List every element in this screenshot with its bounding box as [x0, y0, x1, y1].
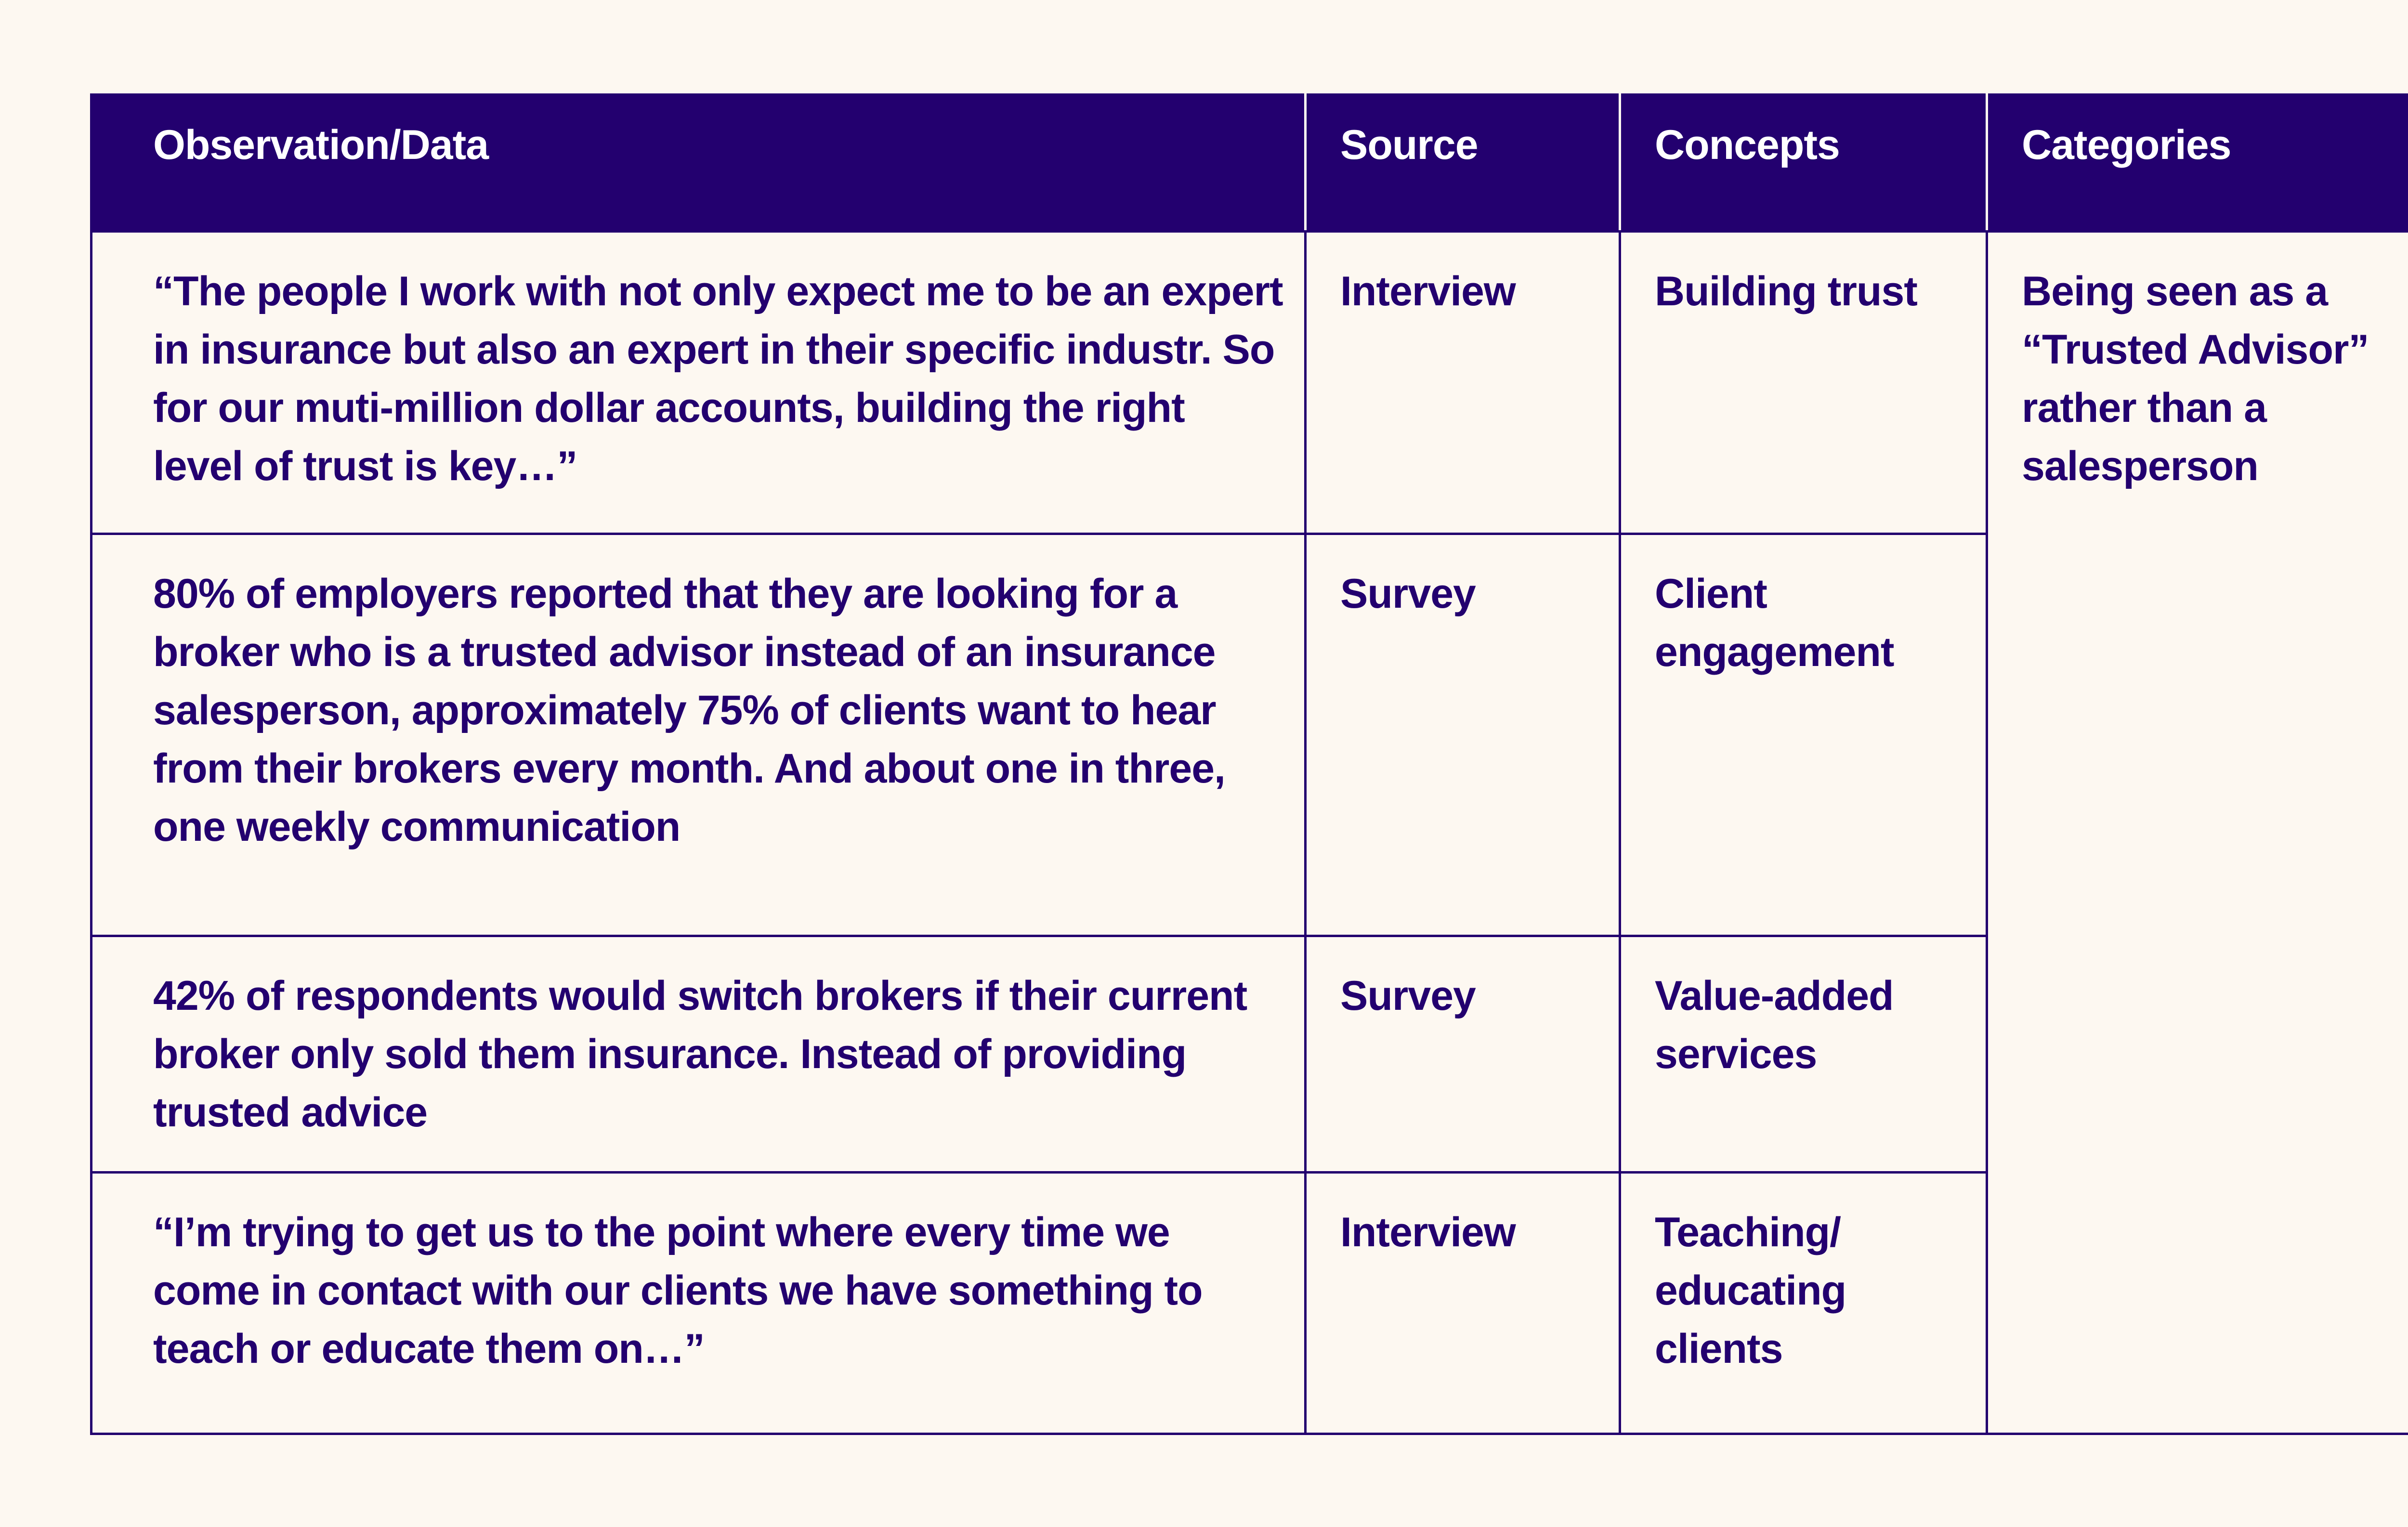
header-observation: Observation/Data: [92, 95, 1306, 232]
research-synthesis-table: [90, 93, 2408, 1435]
observation-cell: “The people I work with not only expect me to be an expert in insurance but also an expert in their specific industr. So for our muti-million dollar accounts, building the right level of trust is key…”: [92, 232, 1306, 534]
concept-cell: Building trust: [1620, 232, 1987, 534]
category-cell: Being seen as a “Trusted Advisor” rather than a salesperson: [1987, 232, 2408, 1434]
header-row: [92, 95, 2408, 232]
concept-cell: Client engagement: [1620, 534, 1987, 936]
table-row: [92, 232, 2408, 534]
source-cell: Survey: [1306, 534, 1620, 936]
concept-cell: Teaching/ educating clients: [1620, 1173, 1987, 1434]
source-cell: Interview: [1306, 232, 1620, 534]
header-source: Source: [1306, 95, 1620, 232]
observation-cell: 80% of employers reported that they are looking for a broker who is a trusted advisor instead of an insurance salesperson, approximately 75% of clients want to hear from their brokers every month. And about one in three, one weekly communication: [92, 534, 1306, 936]
source-cell: Interview: [1306, 1173, 1620, 1434]
observation-cell: 42% of respondents would switch brokers if their current broker only sold them insurance. Instead of providing trusted advice: [92, 936, 1306, 1173]
header-concepts: Concepts: [1620, 95, 1987, 232]
observation-cell: “I’m trying to get us to the point where every time we come in contact with our clients we have something to teach or educate them on…”: [92, 1173, 1306, 1434]
source-cell: Survey: [1306, 936, 1620, 1173]
concept-cell: Value-added services: [1620, 936, 1987, 1173]
header-categories: Categories: [1987, 95, 2408, 232]
